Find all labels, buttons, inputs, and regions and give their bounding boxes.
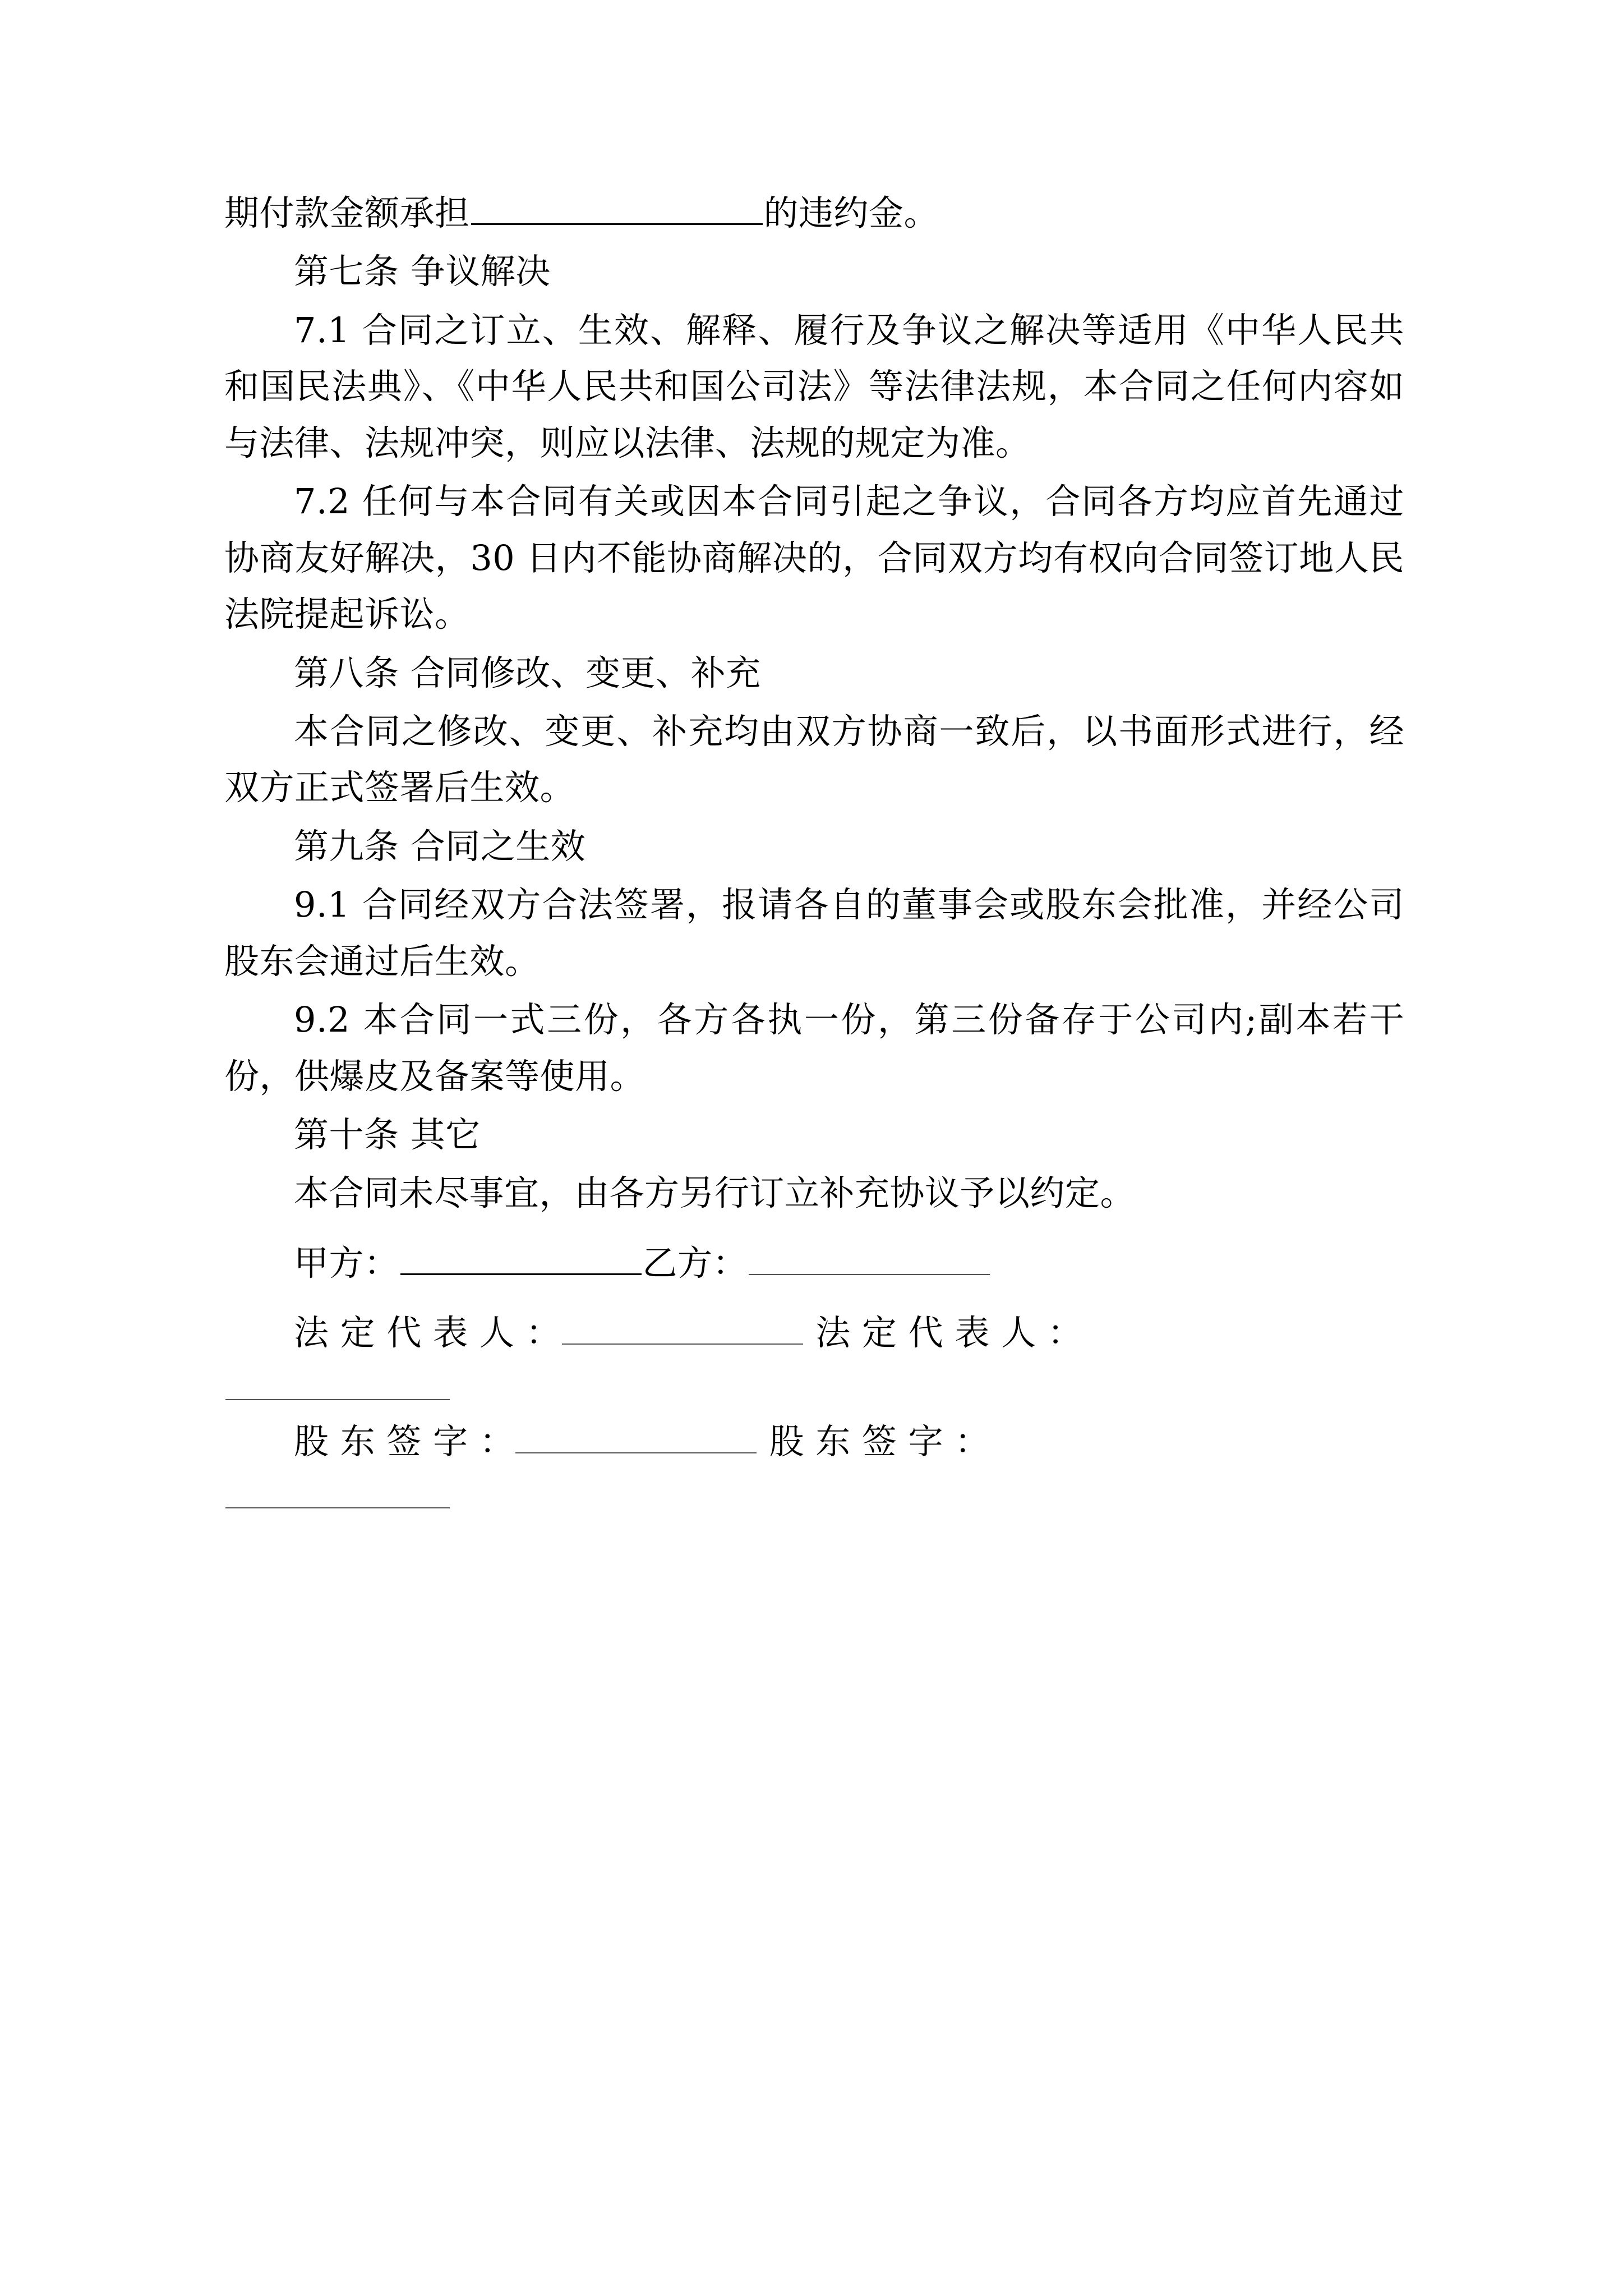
signature-row-shareholder — [224, 1414, 1404, 1508]
heading-article-10: 第十条 其它 — [294, 1114, 481, 1155]
heading-article-8: 第八条 合同修改、变更、补充 — [294, 652, 761, 693]
paragraph-7-1: 7.1 合同之订立、生效、解释、履行及争议之解决等适用《中华人民共和国民法典》、《中华人民共和国公司法》等法律法规，本合同之任何内容如与法律、法规冲突，则应以法律、法规的规定为准。 — [224, 309, 1404, 463]
paragraph-penalty-tail — [224, 185, 1404, 241]
fill-in-blank-penalty[interactable] — [471, 191, 763, 225]
shareholder-label-1: 股 东 签 字 ： — [294, 1420, 515, 1462]
shareholder-label-2: 股 东 签 字 ： — [769, 1420, 990, 1462]
paragraph-9-1: 9.1 合同经双方合法签署，报请各自的董事会或股东会批准，并经公司股东会通过后生效。 — [224, 884, 1404, 982]
party-b-blank[interactable] — [749, 1242, 990, 1275]
document-body — [224, 185, 1404, 1508]
shareholder-blank-2[interactable] — [225, 1475, 450, 1508]
party-a-label: 甲方： — [294, 1242, 399, 1283]
signature-row-parties — [224, 1235, 1404, 1291]
shareholder-blank-1[interactable] — [515, 1420, 757, 1453]
heading-article-7: 第七条 争议解决 — [294, 251, 551, 292]
penalty-tail-text-1: 期付款金额承担 — [224, 192, 470, 233]
legal-rep-blank-2[interactable] — [225, 1367, 450, 1400]
paragraph-8-body: 本合同之修改、变更、补充均由双方协商一致后，以书面形式进行，经双方正式签署后生效。 — [224, 710, 1404, 808]
signature-row-legal-rep — [224, 1305, 1404, 1400]
penalty-tail-text-2: 的违约金。 — [763, 192, 939, 233]
party-a-blank[interactable] — [400, 1241, 642, 1275]
paragraph-10-body: 本合同未尽事宜，由各方另行订立补充协议予以约定。 — [294, 1172, 1136, 1214]
legal-rep-label-1: 法 定 代 表 人 ： — [294, 1312, 561, 1354]
legal-rep-label-2: 法 定 代 表 人 ： — [815, 1312, 1083, 1354]
party-b-label: 乙方： — [642, 1242, 748, 1283]
heading-article-9: 第九条 合同之生效 — [294, 825, 586, 867]
legal-rep-blank-1[interactable] — [562, 1312, 803, 1345]
paragraph-7-2: 7.2 任何与本合同有关或因本合同引起之争议，合同各方均应首先通过协商友好解决，30 日内不能协商解决的，合同双方均有权向合同签订地人民法院提起诉讼。 — [224, 481, 1404, 635]
paragraph-9-2: 9.2 本合同一式三份，各方各执一份，第三份备存于公司内;副本若干份，供爆皮及备案等使用。 — [224, 999, 1404, 1097]
